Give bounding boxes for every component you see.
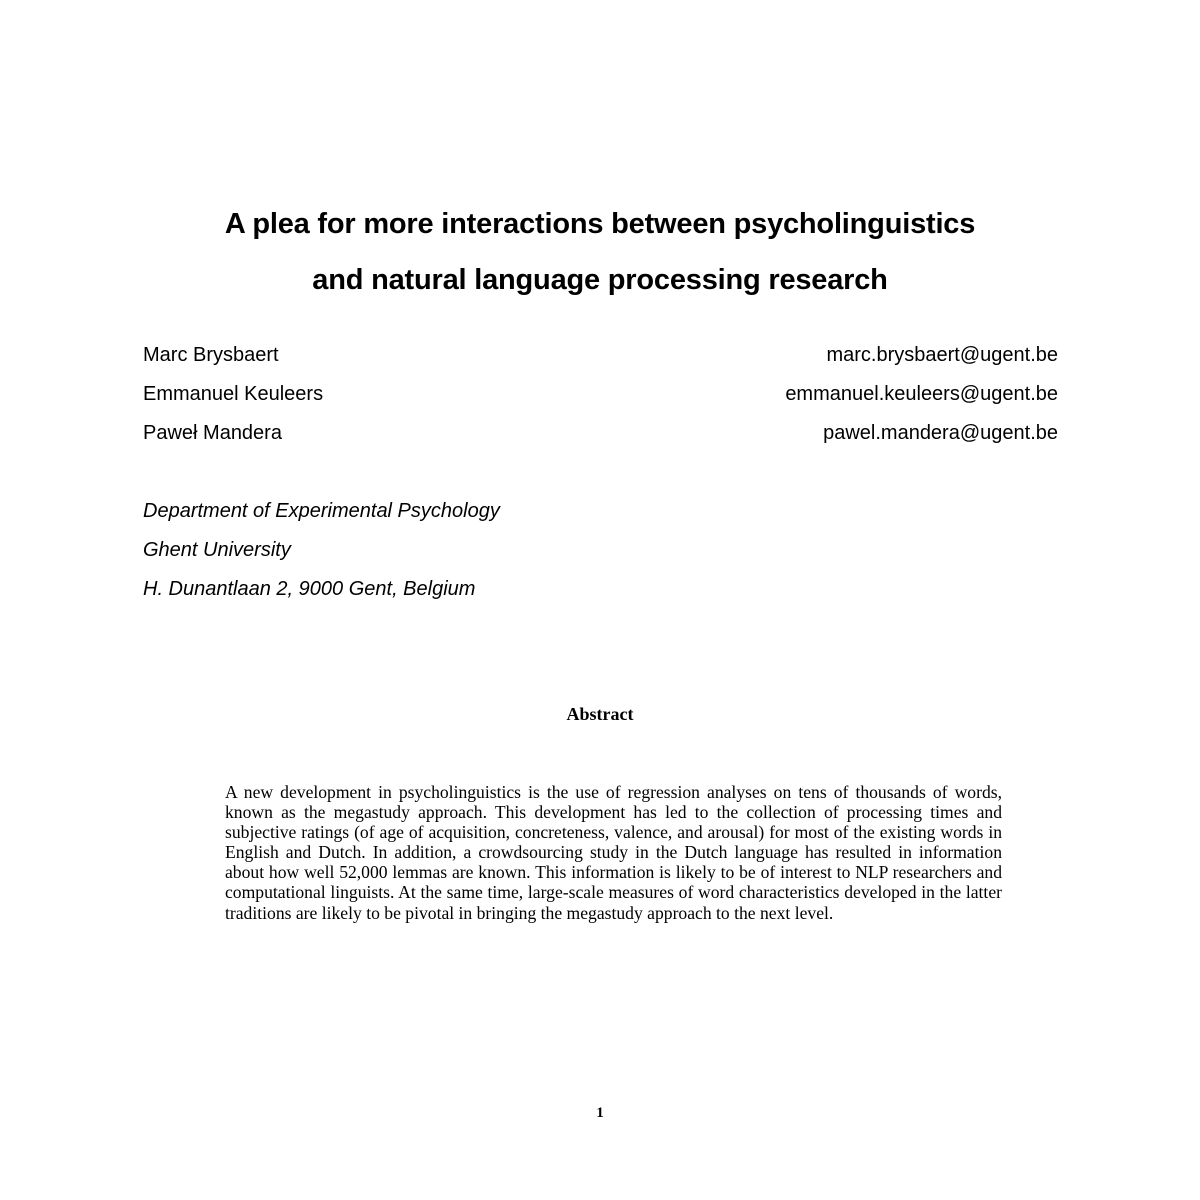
- title-line-1: A plea for more interactions between psycholinguistics: [224, 208, 976, 240]
- author-name: Marc Brysbaert: [143, 344, 279, 366]
- page-number: 1: [596, 1105, 604, 1121]
- affiliation-address: H. Dunantlaan 2, 9000 Gent, Belgium: [143, 578, 476, 600]
- author-row: [143, 340, 1058, 379]
- author-list: [143, 340, 1058, 457]
- author-email[interactable]: pawel.mandera@ugent.be: [823, 422, 1058, 444]
- author-row: [143, 379, 1058, 418]
- author-email[interactable]: emmanuel.keuleers@ugent.be: [785, 383, 1058, 405]
- title-line-2: and natural language processing research: [312, 264, 888, 296]
- affiliation-block: [143, 496, 500, 613]
- paper-title: [100, 196, 1100, 308]
- author-name: Paweł Mandera: [143, 422, 282, 444]
- author-email[interactable]: marc.brysbaert@ugent.be: [826, 344, 1058, 366]
- abstract-body: A new development in psycholinguistics is the use of regression analyses on tens of thousands of words, known as the megastudy approach. This development has led to the collection of processing times and subjective ratings (of age of acquisition, concreteness, valence, and arousal) for most of the existing words in English and Dutch. In addition, a crowdsourcing study in the Dutch language has resulted in information about how well 52,000 lemmas are known. This information is likely to be of interest to NLP researchers and computational linguists. At the same time, large-scale measures of word characteristics developed in the latter traditions are likely to be pivotal in bringing the megastudy approach to the next level.: [225, 782, 1002, 923]
- author-row: [143, 418, 1058, 457]
- abstract-heading: Abstract: [566, 704, 634, 724]
- affiliation-university: Ghent University: [143, 539, 291, 561]
- affiliation-department: Department of Experimental Psychology: [143, 500, 500, 522]
- author-name: Emmanuel Keuleers: [143, 383, 324, 405]
